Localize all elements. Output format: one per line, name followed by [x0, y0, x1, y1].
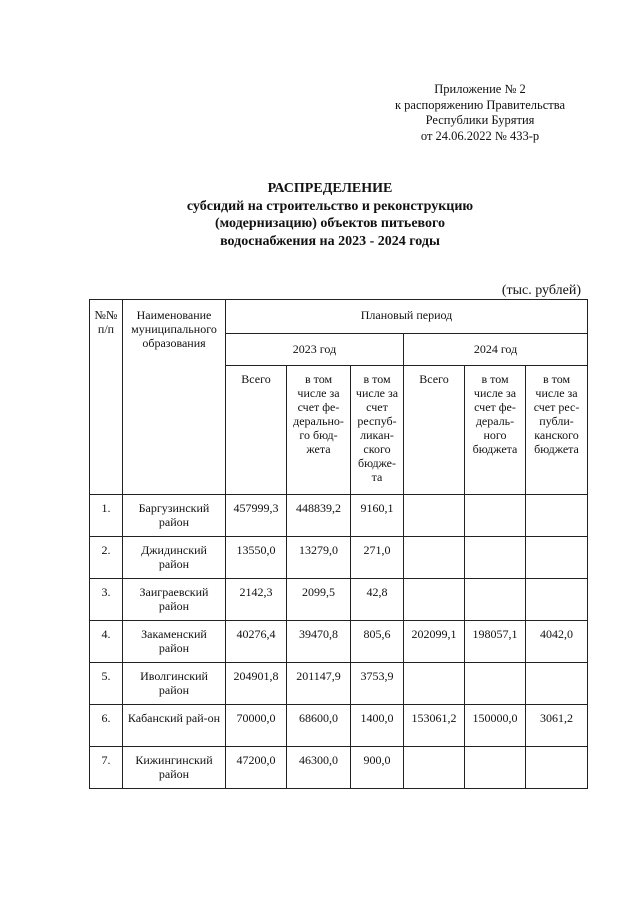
title-line: водоснабжения на 2023 - 2024 годы	[220, 233, 440, 249]
cell-2024-republic	[526, 663, 588, 705]
row-municipality: Баргузинский район	[123, 495, 226, 537]
row-municipality: Кижингинский район	[123, 747, 226, 789]
cell-2023-federal: 13279,0	[287, 537, 351, 579]
cell-2023-republic: 805,6	[351, 621, 404, 663]
cell-2023-republic: 271,0	[351, 537, 404, 579]
appendix-line: Приложение № 2	[434, 82, 526, 96]
cell-2023-federal: 201147,9	[287, 663, 351, 705]
row-number: 7.	[90, 747, 123, 789]
subsidy-table	[89, 299, 588, 789]
cell-2024-federal: 198057,1	[465, 621, 526, 663]
cell-2023-total: 47200,0	[226, 747, 287, 789]
units-label: (тыс. рублей)	[501, 283, 581, 298]
row-municipality: Джидинский район	[123, 537, 226, 579]
cell-2023-total: 2142,3	[226, 579, 287, 621]
appendix-note	[380, 82, 580, 144]
header-2024-total: Всего	[404, 366, 465, 495]
cell-2024-federal	[465, 747, 526, 789]
cell-2024-total	[404, 537, 465, 579]
document-title	[140, 180, 520, 250]
table-row	[90, 579, 588, 621]
table-row	[90, 663, 588, 705]
cell-2024-total	[404, 579, 465, 621]
cell-2024-federal	[465, 495, 526, 537]
cell-2024-federal	[465, 537, 526, 579]
cell-2023-republic: 900,0	[351, 747, 404, 789]
cell-2023-total: 70000,0	[226, 705, 287, 747]
table-row	[90, 495, 588, 537]
cell-2023-federal: 2099,5	[287, 579, 351, 621]
cell-2024-republic	[526, 537, 588, 579]
cell-2023-federal: 448839,2	[287, 495, 351, 537]
row-number: 1.	[90, 495, 123, 537]
row-municipality: Кабанский рай-он	[123, 705, 226, 747]
row-number: 2.	[90, 537, 123, 579]
cell-2023-federal: 46300,0	[287, 747, 351, 789]
cell-2024-total	[404, 747, 465, 789]
header-2023-republic: в том числе за счет респуб-ликан-ского бюдже-та	[351, 366, 404, 495]
header-year-2024: 2024 год	[404, 334, 588, 366]
cell-2023-total: 204901,8	[226, 663, 287, 705]
cell-2024-total	[404, 663, 465, 705]
header-2023-total: Всего	[226, 366, 287, 495]
cell-2023-federal: 39470,8	[287, 621, 351, 663]
table-row	[90, 747, 588, 789]
title-line: РАСПРЕДЕЛЕНИЕ	[267, 181, 393, 196]
cell-2024-republic	[526, 495, 588, 537]
cell-2023-federal: 68600,0	[287, 705, 351, 747]
row-municipality: Заиграевский район	[123, 579, 226, 621]
cell-2024-federal: 150000,0	[465, 705, 526, 747]
title-line: (модернизацию) объектов питьевого	[214, 216, 446, 231]
cell-2023-republic: 42,8	[351, 579, 404, 621]
row-municipality: Закаменский район	[123, 621, 226, 663]
table-row	[90, 705, 588, 747]
header-municipality: Наименование муниципального образования	[123, 300, 226, 495]
table-row	[90, 537, 588, 579]
header-number: №№ п/п	[90, 300, 123, 495]
cell-2024-republic: 4042,0	[526, 621, 588, 663]
row-municipality: Иволгинский район	[123, 663, 226, 705]
cell-2024-republic	[526, 579, 588, 621]
row-number: 4.	[90, 621, 123, 663]
cell-2023-total: 457999,3	[226, 495, 287, 537]
cell-2023-republic: 9160,1	[351, 495, 404, 537]
appendix-line: Республики Бурятия	[425, 113, 535, 127]
row-number: 3.	[90, 579, 123, 621]
cell-2023-republic: 3753,9	[351, 663, 404, 705]
cell-2023-total: 40276,4	[226, 621, 287, 663]
table-row	[90, 621, 588, 663]
appendix-line: к распоряжению Правительства	[394, 97, 565, 112]
cell-2024-republic: 3061,2	[526, 705, 588, 747]
cell-2024-federal	[465, 663, 526, 705]
cell-2024-federal	[465, 579, 526, 621]
cell-2024-total: 153061,2	[404, 705, 465, 747]
header-2023-federal: в том числе за счет фе-дерально-го бюд-жета	[287, 366, 351, 495]
title-line: субсидий на строительство и реконструкцию	[186, 198, 474, 214]
appendix-line: от 24.06.2022 № 433-р	[420, 128, 540, 143]
header-year-2023: 2023 год	[226, 334, 404, 366]
cell-2024-total	[404, 495, 465, 537]
cell-2024-total: 202099,1	[404, 621, 465, 663]
header-2024-federal: в том числе за счет фе-дераль-ного бюджета	[465, 366, 526, 495]
cell-2023-total: 13550,0	[226, 537, 287, 579]
cell-2024-republic	[526, 747, 588, 789]
cell-2023-republic: 1400,0	[351, 705, 404, 747]
header-2024-republic: в том числе за счет рес-публи-канского бюджета	[526, 366, 588, 495]
header-plan-period: Плановый период	[226, 300, 588, 334]
row-number: 5.	[90, 663, 123, 705]
row-number: 6.	[90, 705, 123, 747]
